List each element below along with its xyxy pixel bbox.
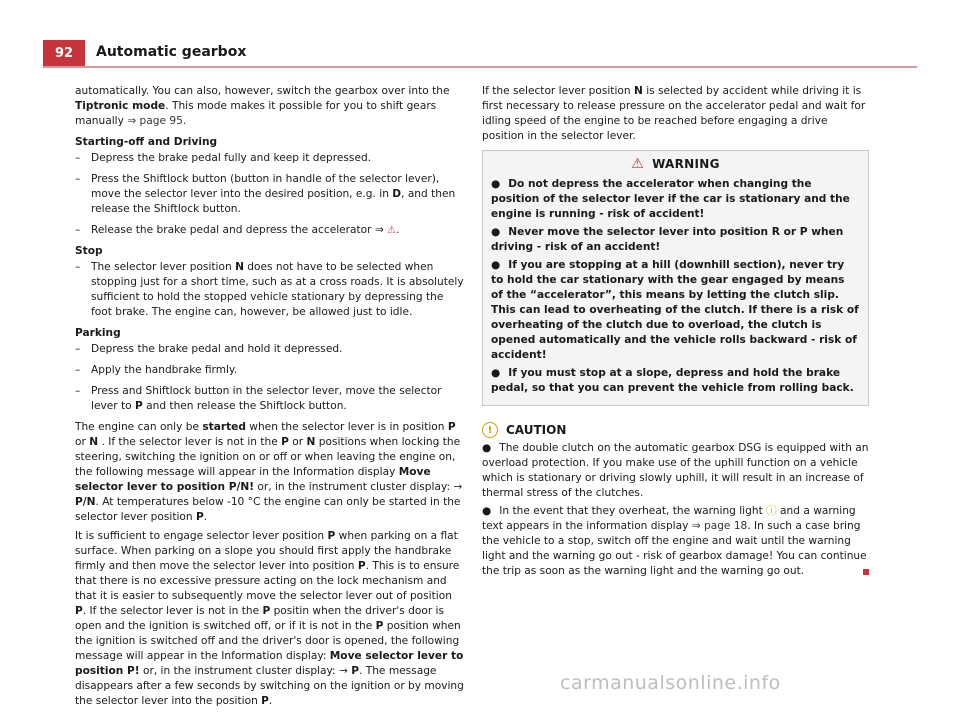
stop-steps (75, 260, 464, 320)
warning-item: ● If you must stop at a slope, depress and hold the brake pedal, so that you can prevent the vehicle from rolling back. (491, 367, 854, 394)
section-end-marker (863, 569, 869, 575)
page-ref-link[interactable]: ⇒ page 18 (691, 520, 748, 532)
starting-heading: Starting-off and Driving (75, 136, 218, 148)
step-item: – Press the Shiftlock button (button in handle of the selector lever), move the selector lever into the desired position, e.g. in D, and then release the Shiftlock button. (75, 172, 464, 217)
step-item: – Depress the brake pedal fully and keep it depressed. (75, 151, 464, 166)
warning-box (482, 150, 869, 406)
watermark: carmanualsonline.info (560, 672, 781, 694)
parking-steps (75, 342, 464, 414)
page-number-badge: 92 (43, 40, 85, 66)
warning-title: ⚠ WARNING (631, 156, 720, 172)
starting-steps (75, 151, 464, 238)
page-header (0, 0, 960, 66)
caution-section (482, 422, 869, 579)
caution-icon: ! (482, 422, 498, 438)
step-item: – Press and Shiftlock button in the selector lever, move the selector lever to P and then release the Shiftlock button. (75, 384, 464, 414)
caution-title: ! CAUTION (482, 422, 869, 438)
step-item: – Apply the handbrake firmly. (75, 363, 464, 378)
clutch-warning-light-icon: ⓘ (766, 505, 777, 517)
left-column (75, 84, 464, 713)
header-divider (43, 66, 917, 68)
arrow-right-icon: → (338, 665, 348, 677)
engine-start-paragraph: The engine can only be started when the selector lever is in position P or N . If the selector lever is not in the P or N positions when locking the steering, switching the ignition on or off or when leaving the engine on, the following message will appear in the Information display Move selector lever to position P/N! or, in the instrument cluster display: → P/N. At temperatures below -10 °C the engine can only be started in the selector lever position P. (75, 421, 463, 523)
stop-heading: Stop (75, 245, 103, 257)
caution-item: ● The double clutch on the automatic gearbox DSG is equipped with an overload protection. If you make use of the uphill function on a vehicle which is stationary or driving slowly uphill, it will result in an increase of thermal stress of the clutches. (482, 442, 869, 499)
intro-paragraph: automatically. You can also, however, switch the gearbox over into the Tiptronic mode. This mode makes it possible for you to shift gears manually ⇒ page 95. (75, 85, 450, 127)
parking-slope-paragraph: It is sufficient to engage selector lever position P when parking on a flat surface. When parking on a slope you should first apply the handbrake firmly and then move the selector lever into position P. This is to ensure that there is no excessive pressure acting on the lock mechanism and that it is easier to subsequently move the selector lever out of position P. If the selector lever is not in the P positin when the driver's door is open and the ignition is switched off, or if it is not in the P position when the ignition is switched off and the driver's door is opened, the following message will appear in the Information display: Move selector lever to position P! or, in the instrument cluster display: → P. The message disappears after a few seconds by switching on the ignition or by moving the selector lever into the position P. (75, 530, 464, 707)
parking-heading: Parking (75, 327, 121, 339)
warning-item: ● If you are stopping at a hill (downhill section), never try to hold the car stationary with the gear engaged by means of the “accelerator”, this means by letting the clutch slip. This can lead to overheating of the clutch. If there is a risk of overheating of the clutch due to overload, the clutch is opened automatically and the vehicle rolls backward - risk of accident! (491, 259, 859, 361)
warning-triangle-icon: ⚠ (631, 156, 645, 172)
warning-item: ● Never move the selector lever into position R or P when driving - risk of an accident! (491, 226, 844, 253)
step-item: – Release the brake pedal and depress the accelerator ⇒ ⚠. (75, 223, 464, 238)
warning-triangle-icon: ⚠ (387, 225, 397, 236)
right-column (482, 84, 869, 582)
page-ref-link[interactable]: ⇒ page 95. (127, 115, 187, 127)
warning-item: ● Do not depress the accelerator when changing the position of the selector lever if the car is stationary and the engine is running - risk of accident! (491, 178, 850, 220)
arrow-right-icon: → (453, 481, 463, 493)
chapter-title: Automatic gearbox (96, 44, 247, 60)
step-item: – The selector lever position N does not have to be selected when stopping just for a short time, such as at a cross roads. It is absolutely sufficient to hold the stopped vehicle stationary by depressing the foot brake. The engine can, however, be allowed just to idle. (75, 260, 464, 320)
caution-item: ● In the event that they overheat, the warning light ⓘ and a warning text appears in the information display ⇒ page 18. In such a case bring the vehicle to a stop, switch off the engine and wait until the warning light and the warning go out - risk of gearbox damage! You can continue the trip as soon as the warning light and the warning go out. (482, 504, 869, 579)
step-item: – Depress the brake pedal and hold it depressed. (75, 342, 464, 357)
accidental-n-paragraph: If the selector lever position N is selected by accident while driving it is first necessary to release pressure on the accelerator pedal and wait for idling speed of the engine to be reached before engaging a drive position in the selector lever. (482, 85, 866, 142)
